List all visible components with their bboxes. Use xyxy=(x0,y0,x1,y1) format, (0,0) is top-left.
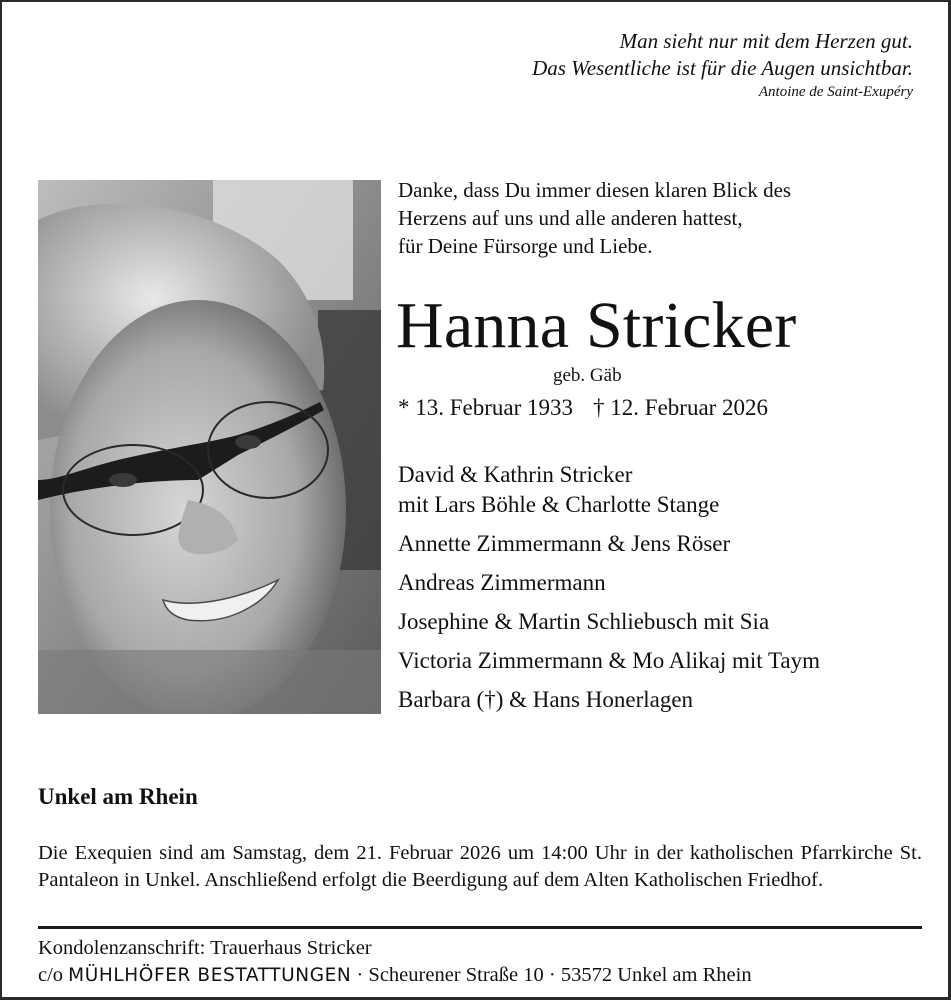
epigraph-quote xyxy=(532,28,913,102)
funeral-home-name: MÜHLHÖFER BESTATTUNGEN xyxy=(68,965,352,986)
thanks-text xyxy=(398,176,791,260)
birth-date: * 13. Februar 1933 xyxy=(398,395,574,420)
family-list xyxy=(398,460,820,724)
quote-line: Man sieht nur mit dem Herzen gut. xyxy=(619,29,913,53)
condolence-line: Kondolenzanschrift: Trauerhaus Stricker xyxy=(38,937,372,959)
family-entry: Victoria Zimmermann & Mo Alikaj mit Taym xyxy=(398,648,821,673)
life-dates xyxy=(398,393,768,423)
portrait-photo xyxy=(38,180,381,714)
family-entry-sub: mit Lars Böhle & Charlotte Stange xyxy=(398,492,720,517)
quote-line: Das Wesentliche ist für die Augen unsichtbar. xyxy=(532,56,913,80)
care-of: c/o xyxy=(38,964,64,986)
family-entry: Andreas Zimmermann xyxy=(398,570,606,595)
birth-name: geb. Gäb xyxy=(553,365,622,386)
funeral-home-address: · Scheurener Straße 10 · 53572 Unkel am Rhein xyxy=(356,964,752,986)
thanks-line: Danke, dass Du immer diesen klaren Blick des xyxy=(398,178,792,202)
funeral-home-line xyxy=(38,962,928,989)
death-date: † 12. Februar 2026 xyxy=(593,395,769,420)
thanks-line: für Deine Fürsorge und Liebe. xyxy=(398,234,653,258)
place-heading: Unkel am Rhein xyxy=(38,784,198,809)
deceased-name: Hanna Stricker xyxy=(396,289,797,362)
family-entry: Barbara (†) & Hans Honerlagen xyxy=(398,687,694,712)
service-details: Die Exequien sind am Samstag, dem 21. Februar 2026 um 14:00 Uhr in der katholischen Pfarrkirche St. Pantaleon in Unkel. Anschließend erfolgt die Beerdigung auf dem Alten Katholischen Friedhof. xyxy=(38,842,922,891)
divider xyxy=(38,926,922,929)
family-entry xyxy=(398,460,820,520)
thanks-line: Herzens auf uns und alle anderen hattest, xyxy=(398,206,743,230)
condolence-address xyxy=(38,935,928,989)
family-entry-name: David & Kathrin Stricker xyxy=(398,462,633,487)
family-entry: Josephine & Martin Schliebusch mit Sia xyxy=(398,609,770,634)
family-entry: Annette Zimmermann & Jens Röser xyxy=(398,531,731,556)
quote-author: Antoine de Saint-Exupéry xyxy=(758,84,913,100)
